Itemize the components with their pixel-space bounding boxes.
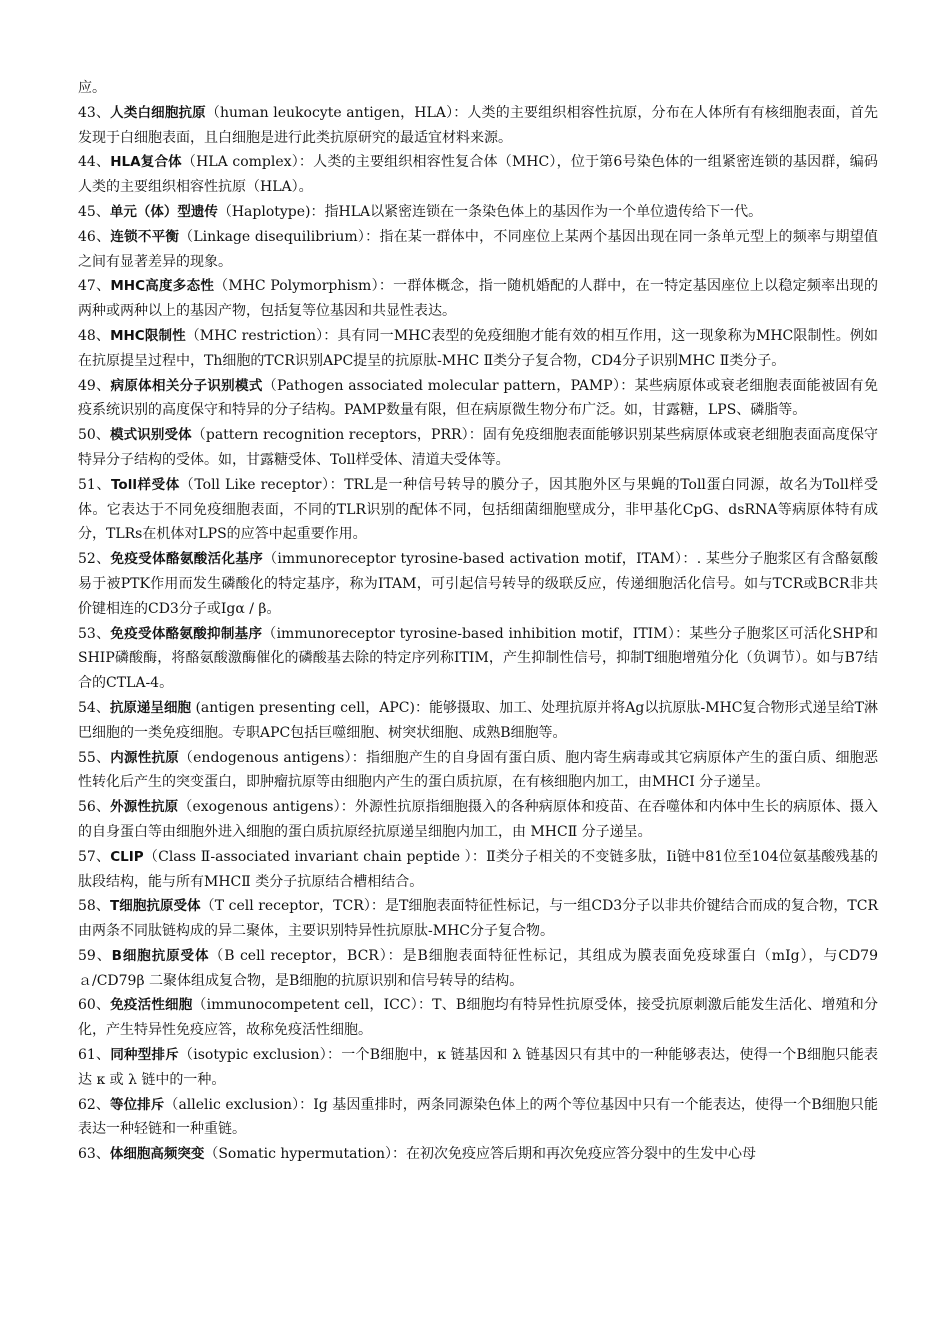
entry-term: MHC高度多态性 xyxy=(110,278,215,295)
entry-number: 54、 xyxy=(78,699,110,716)
glossary-entry xyxy=(78,993,878,1043)
glossary-entry xyxy=(78,150,878,200)
entry-term: 等位排斥 xyxy=(110,1096,165,1113)
entry-term: 连锁不平衡 xyxy=(110,228,180,245)
glossary-entry xyxy=(78,1043,878,1093)
glossary-entry xyxy=(78,374,878,424)
entry-number: 57、 xyxy=(78,848,111,865)
entry-number: 44、 xyxy=(78,154,111,171)
entry-definition: （T cell receptor，TCR）：是T细胞表面特征性标记，与一组CD3分子以非共价键结合而成的复合物，TCR由两条不同肽链构成的异二聚体，主要识别特异性抗原肽-MHC分子复合物。 xyxy=(78,898,878,940)
entry-definition: （endogenous antigens）：指细胞产生的自身固有蛋白质、胞内寄生病毒或其它病原体产生的蛋白质、细胞恶性转化后产生的突变蛋白，即肿瘤抗原等由细胞内产生的蛋白质抗原，在有核细胞内加工，由MHCⅠ 分子递呈。 xyxy=(78,749,878,791)
entry-number: 47、 xyxy=(78,278,111,295)
glossary-list xyxy=(78,101,878,1167)
entry-number: 46、 xyxy=(78,228,111,245)
entry-number: 55、 xyxy=(78,749,111,766)
entry-number: 51、 xyxy=(78,476,111,493)
entry-definition: （allelic exclusion）：Ig 基因重排时，两条同源染色体上的两个等位基因中只有一个能表达，使得一个B细胞只能表达一种轻链和一种重链。 xyxy=(78,1096,878,1138)
entry-term: 免疫受体酪氨酸活化基序 xyxy=(110,551,264,568)
glossary-entry xyxy=(78,795,878,845)
entry-definition: （Somatic hypermutation）：在初次免疫应答后期和再次免疫应答分裂中的生发中心母 xyxy=(204,1146,757,1163)
glossary-entry xyxy=(78,101,878,151)
entry-definition: （Toll Like receptor）：TRL是一种信号转导的膜分子，因其胞外区与果蝇的Toll蛋白同源，故名为Toll样受体。它表达于不同免疫细胞表面，不同的TLR识别的配体不同，包括细菌细胞壁成分，非甲基化CpG、dsRNA等病原体特有成分，TLRs在机体对LPS的应答中起重要作用。 xyxy=(78,476,878,543)
entry-term: B细胞抗原受体 xyxy=(111,947,210,964)
glossary-entry xyxy=(78,1142,878,1167)
entry-number: 63、 xyxy=(78,1146,110,1163)
entry-definition: （exogenous antigens）：外源性抗原指细胞摄入的各种病原体和疫苗、在吞噬体和内体中生长的病原体、摄入的自身蛋白等由细胞外进入细胞的蛋白质抗原经抗原递呈细胞内加工，由 MHCⅡ 分子递呈。 xyxy=(78,799,878,840)
entry-definition: （B cell receptor，BCR）：是B细胞表面特征性标记，其组成为膜表面免疫球蛋白（mIg），与CD79ａ/CD79β 二聚体组成复合物，是B细胞的抗原识别和信号转导的结构。 xyxy=(78,947,878,989)
entry-term: 抗原递呈细胞 xyxy=(109,699,191,716)
glossary-entry xyxy=(78,1093,878,1143)
glossary-entry xyxy=(78,696,878,746)
entry-term: Toll样受体 xyxy=(111,476,180,493)
entry-definition: （isotypic exclusion）：一个B细胞中，κ 链基因和 λ 链基因只有其中的一种能够表达，使得一个B细胞只能表达 κ 或 λ 链中的一种。 xyxy=(78,1047,878,1088)
entry-definition: （human leukocyte antigen，HLA）：人类的主要组织相容性抗原，分布在人体所有有核细胞表面，首先发现于白细胞表面，且白细胞是进行此类抗原研究的最适宜材料来源。 xyxy=(78,104,878,146)
entry-number: 61、 xyxy=(78,1047,111,1064)
entry-number: 53、 xyxy=(78,625,111,642)
entry-number: 62、 xyxy=(78,1096,110,1113)
glossary-entry xyxy=(78,473,878,547)
glossary-entry xyxy=(78,200,878,225)
entry-number: 56、 xyxy=(78,799,111,816)
entry-term: 同种型排斥 xyxy=(110,1047,180,1064)
entry-term: 模式识别受体 xyxy=(110,427,192,444)
entry-term: 单元（体）型遗传 xyxy=(109,203,218,220)
glossary-entry xyxy=(78,622,878,696)
entry-definition: （immunoreceptor tyrosine-based activation motif，ITAM）：. 某些分子胞浆区有含酪氨酸易于被PTK作用而发生磷酸化的特定基序，称为ITAM，可引起信号转导的级联反应，传递细胞活化信号。如与TCR或BCR非共价键相连的CD3分子或Igα / β。 xyxy=(78,551,878,617)
entry-definition: （MHC restriction）：具有同一MHC表型的免疫细胞才能有效的相互作用，这一现象称为MHC限制性。例如在抗原提呈过程中，Th细胞的TCR识别APC提呈的抗原肽-MHC Ⅱ类分子复合物，CD4分子识别MHC Ⅱ类分子。 xyxy=(78,327,878,369)
entry-term: 内源性抗原 xyxy=(110,749,179,766)
entry-number: 52、 xyxy=(78,551,111,568)
document-page xyxy=(78,76,878,1167)
entry-term: 体细胞高频突变 xyxy=(109,1146,205,1163)
glossary-entry xyxy=(78,423,878,473)
entry-number: 49、 xyxy=(78,377,111,394)
glossary-entry xyxy=(78,324,878,374)
entry-term: 病原体相关分子识别模式 xyxy=(110,377,263,394)
entry-term: HLA复合体 xyxy=(110,154,182,171)
entry-definition: （MHC Polymorphism）：一群体概念，指一随机婚配的人群中，在一特定基因座位上以稳定频率出现的两种或两种以上的基因产物，包括复等位基因和共显性表达。 xyxy=(78,278,878,320)
entry-number: 45、 xyxy=(78,203,110,220)
entry-definition: （Haplotype)：指HLA以紧密连锁在一条染色体上的基因作为一个单位遗传给下一代。 xyxy=(217,203,763,220)
entry-term: MHC限制性 xyxy=(110,327,186,344)
entry-definition: （Pathogen associated molecular pattern，PAMP）：某些病原体或衰老细胞表面能被固有免疫系统识别的高度保守和特异的分子结构。PAMP数量有限，但在病原微生物分布广泛。如，甘露糖，LPS、磷脂等。 xyxy=(78,377,879,419)
entry-definition: （immunoreceptor tyrosine-based inhibition motif，ITIM）：某些分子胞浆区可活化SHP和SHIP磷酸酶，将酪氨酸激酶催化的磷酸基去除的特定序列称ITIM，产生抑制性信号，抑制T细胞增殖分化（负调节）。如与B7结合的CTLA-4。 xyxy=(78,625,878,692)
entry-definition: （HLA complex）：人类的主要组织相容性复合体（MHC），位于第6号染色体的一组紧密连锁的基因群，编码人类的主要组织相容性抗原（HLA）。 xyxy=(78,154,878,196)
lead-fragment: 应。 xyxy=(78,80,106,96)
glossary-entry xyxy=(78,894,878,944)
entry-number: 59、 xyxy=(78,947,112,964)
entry-term: 外源性抗原 xyxy=(110,799,179,816)
entry-definition: （immunocompetent cell，ICC）：T、B细胞均有特异性抗原受体，接受抗原刺激后能发生活化、增殖和分化，产生特异性免疫应答，故称免疫活性细胞。 xyxy=(78,997,878,1039)
entry-term: T细胞抗原受体 xyxy=(109,898,201,915)
entry-definition: (antigen presenting cell，APC)：能够摄取、加工、处理抗原并将Ag以抗原肽-MHC复合物形式递呈给T淋巴细胞的一类免疫细胞。专职APC包括巨噬细胞、树突状细胞、成熟B细胞等。 xyxy=(78,699,878,741)
glossary-entry xyxy=(78,225,878,275)
entry-number: 43、 xyxy=(78,104,111,121)
entry-term: 免疫受体酪氨酸抑制基序 xyxy=(110,625,263,642)
glossary-entry xyxy=(78,274,878,324)
glossary-entry xyxy=(78,845,878,895)
entry-term: 人类白细胞抗原 xyxy=(110,104,206,121)
entry-number: 58、 xyxy=(78,898,110,915)
entry-definition: （Class Ⅱ-associated invariant chain peptide ）：Ⅱ类分子相关的不变链多肽，Ⅰi链中81位至104位氨基酸残基的肽段结构，能与所有MHCⅡ 类分子抗原结合槽相结合。 xyxy=(78,848,878,890)
entry-definition: （pattern recognition receptors，PRR）：固有免疫细胞表面能够识别某些病原体或衰老细胞表面高度保守特异分子结构的受体。如，甘露糖受体、Toll样受体、清道夫受体等。 xyxy=(78,427,878,468)
glossary-entry xyxy=(78,746,878,796)
glossary-entry xyxy=(78,944,878,994)
entry-term: 免疫活性细胞 xyxy=(110,997,193,1014)
entry-number: 60、 xyxy=(78,997,111,1014)
entry-number: 50、 xyxy=(78,427,111,444)
entry-number: 48、 xyxy=(78,327,111,344)
entry-term: CLIP xyxy=(110,848,144,865)
entry-definition: （Linkage disequilibrium）：指在某一群体中，不同座位上某两个基因出现在同一条单元型上的频率与期望值之间有显著差异的现象。 xyxy=(78,228,878,270)
glossary-entry xyxy=(78,547,878,621)
